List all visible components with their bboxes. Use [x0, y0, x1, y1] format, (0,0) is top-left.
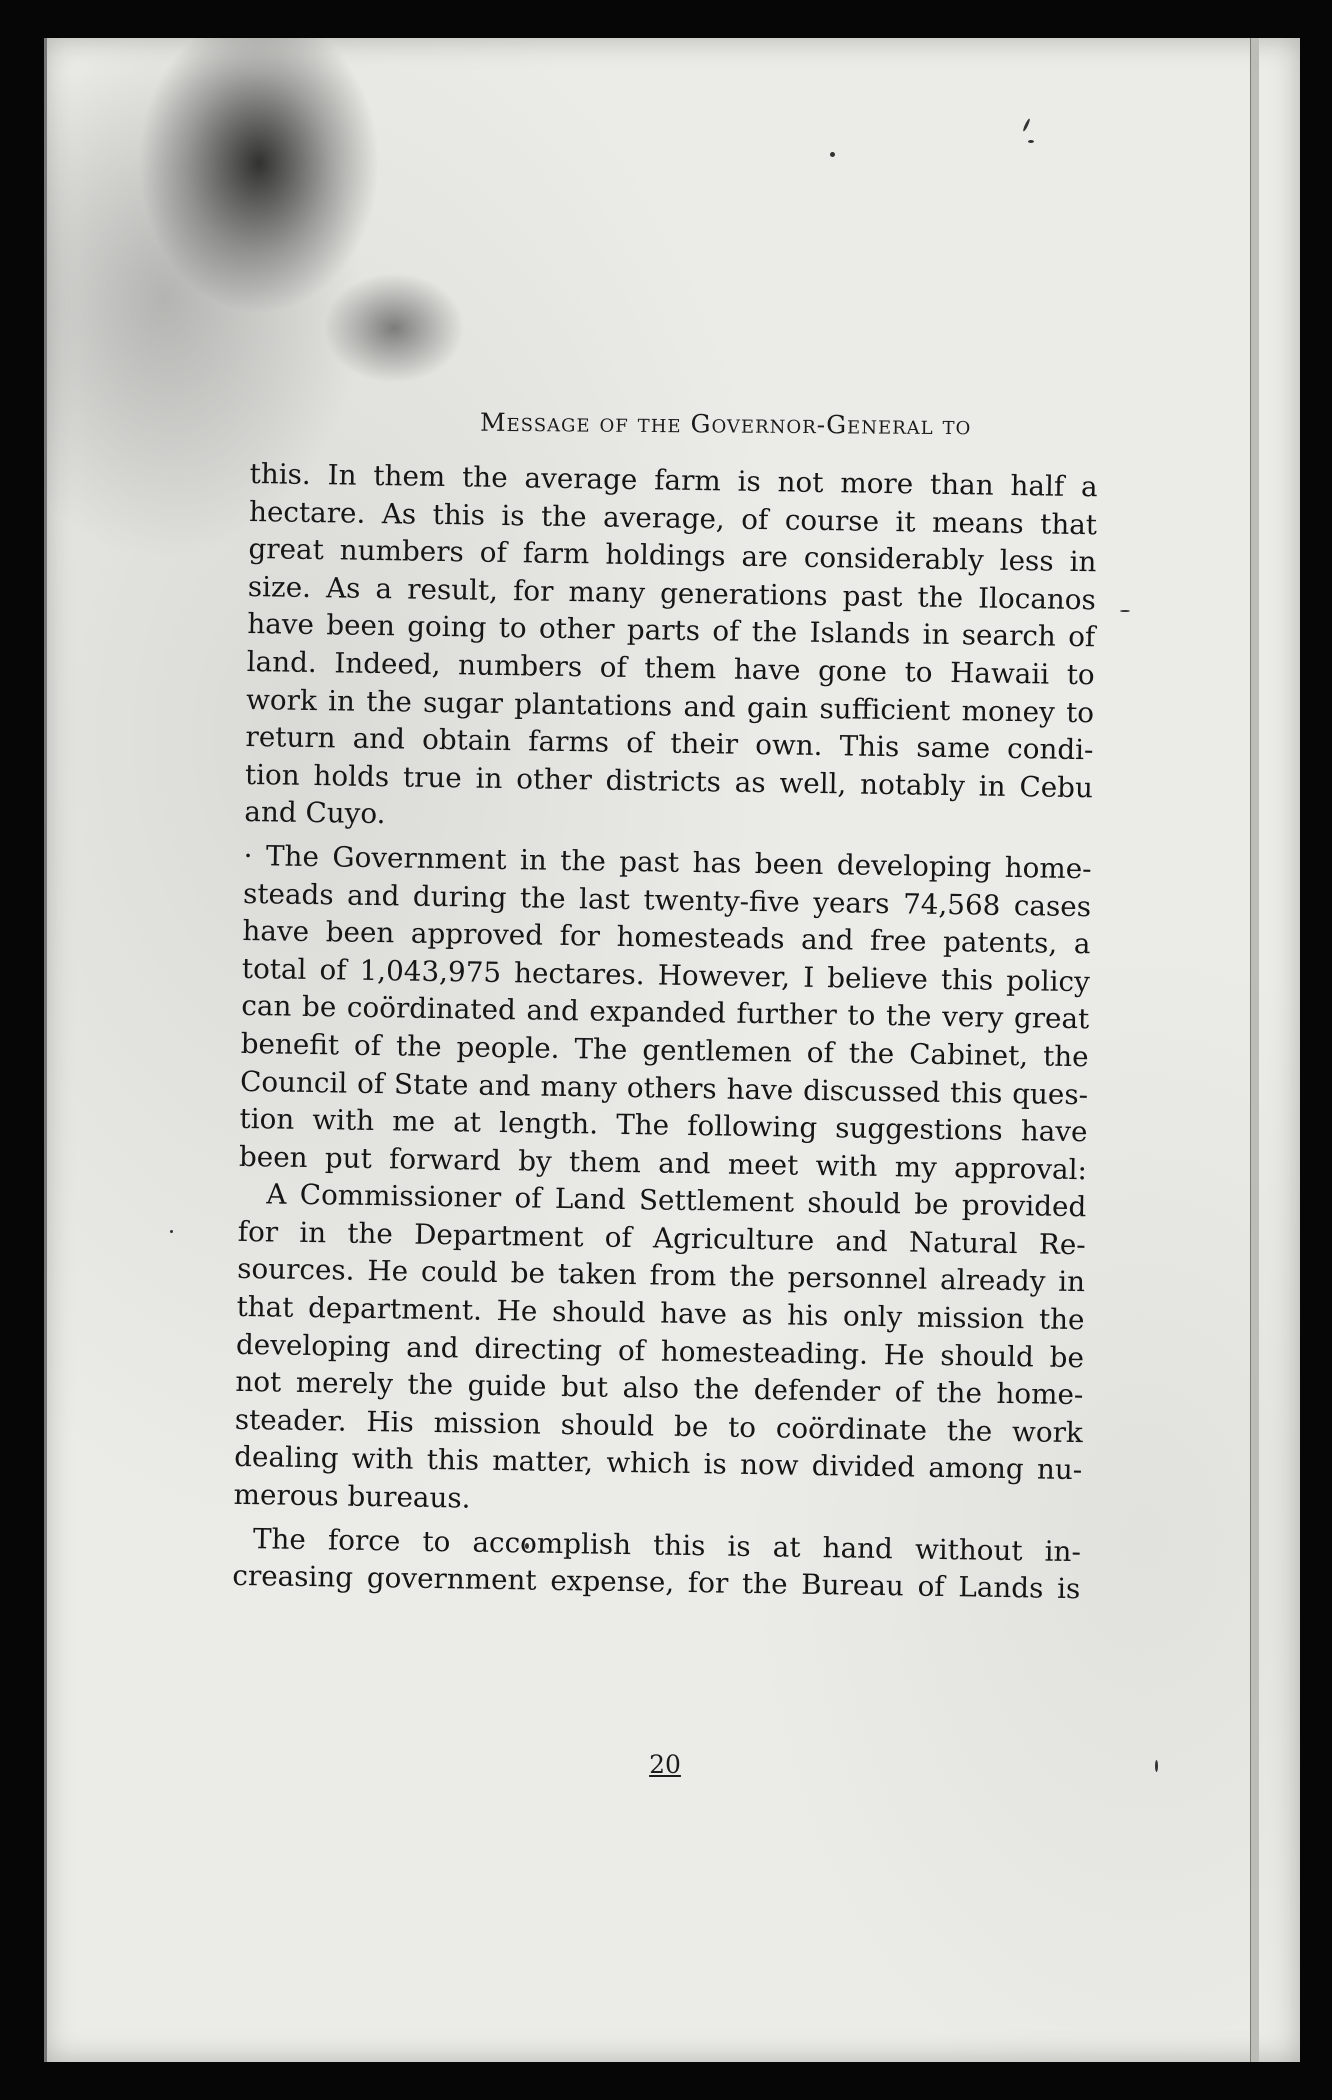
text-line: size. As a result, for many generations past the Ilocanos	[247, 569, 1097, 617]
paragraph-1	[244, 455, 1098, 844]
body-text	[232, 455, 1098, 1608]
text-line: Council of State and many others have discussed this ques-	[239, 1064, 1089, 1111]
text-line: benefit of the people. The gentlemen of the Cabinet, the	[240, 1026, 1089, 1074]
scan-speck	[170, 1230, 173, 1233]
text-line: A Commissioner of Land Settlement should be provided	[266, 1177, 1087, 1224]
scan-speck	[1028, 140, 1034, 143]
text-line: return and obtain farms of their own. This same condi-	[245, 720, 1094, 767]
text-line: have been going to other parts of the Islands in search of	[247, 607, 1096, 654]
page-left-edge	[44, 38, 47, 2062]
text-line: · The Government in the past has been developing home-	[243, 838, 1092, 886]
text-line: total of 1,043,975 hectares. However, I believe this policy	[241, 951, 1091, 998]
text-line: The force to accomplish this is at hand without in-	[252, 1521, 1082, 1568]
text-line: tion holds true in other districts as well, notably in Cebu	[244, 757, 1094, 805]
page-right-edge	[1250, 38, 1259, 2062]
text-line: and Cuyo.	[244, 795, 386, 831]
text-line: developing and directing of homesteading. He should be	[235, 1327, 1085, 1374]
text-line: sources. He could be taken from the personnel already in	[236, 1252, 1086, 1299]
text-line: hectare. As this is the average, of course it means that	[248, 494, 1098, 541]
text-line: land. Indeed, numbers of them have gone to Hawaii to	[246, 644, 1095, 692]
text-line: steader. His mission should be to coördinate the work	[234, 1402, 1084, 1450]
text-line: steads and during the last twenty-five years 74,568 cases	[242, 876, 1092, 923]
paragraph-3-continued	[233, 1213, 1086, 1527]
text-line: for in the Department of Agriculture and Natural Re-	[237, 1214, 1086, 1262]
text-line: merous bureaus.	[233, 1477, 471, 1515]
scan-speck	[1155, 1760, 1158, 1772]
text-line: work in the sugar plantations and gain sufficient money to	[245, 682, 1095, 729]
text-line: great numbers of farm holdings are considerably less in	[248, 532, 1097, 579]
text-line: been put forward by them and meet with my approval:	[238, 1139, 1088, 1186]
text-line: dealing with this matter, which is now divided among nu-	[234, 1440, 1083, 1487]
text-line: that department. He should have as his only mission the	[236, 1289, 1085, 1337]
text-line: have been approved for homesteads and free patents, a	[242, 914, 1091, 961]
running-head: Message of the Governor-General to	[479, 407, 972, 441]
scan-speck	[830, 152, 835, 157]
text-line: can be coördinated and expanded further to the very great	[241, 989, 1090, 1036]
text-line: not merely the guide but also the defender of the home-	[235, 1365, 1084, 1412]
text-line: this. In them the average farm is not more than half a	[249, 456, 1098, 504]
paragraph-2	[239, 837, 1092, 1189]
text-line: tion with me at length. The following suggestions have	[239, 1102, 1088, 1149]
page-number: 20	[649, 1750, 681, 1779]
scan-speck	[1120, 610, 1130, 612]
text-line: creasing government expense, for the Bureau of Lands is	[232, 1559, 1081, 1606]
